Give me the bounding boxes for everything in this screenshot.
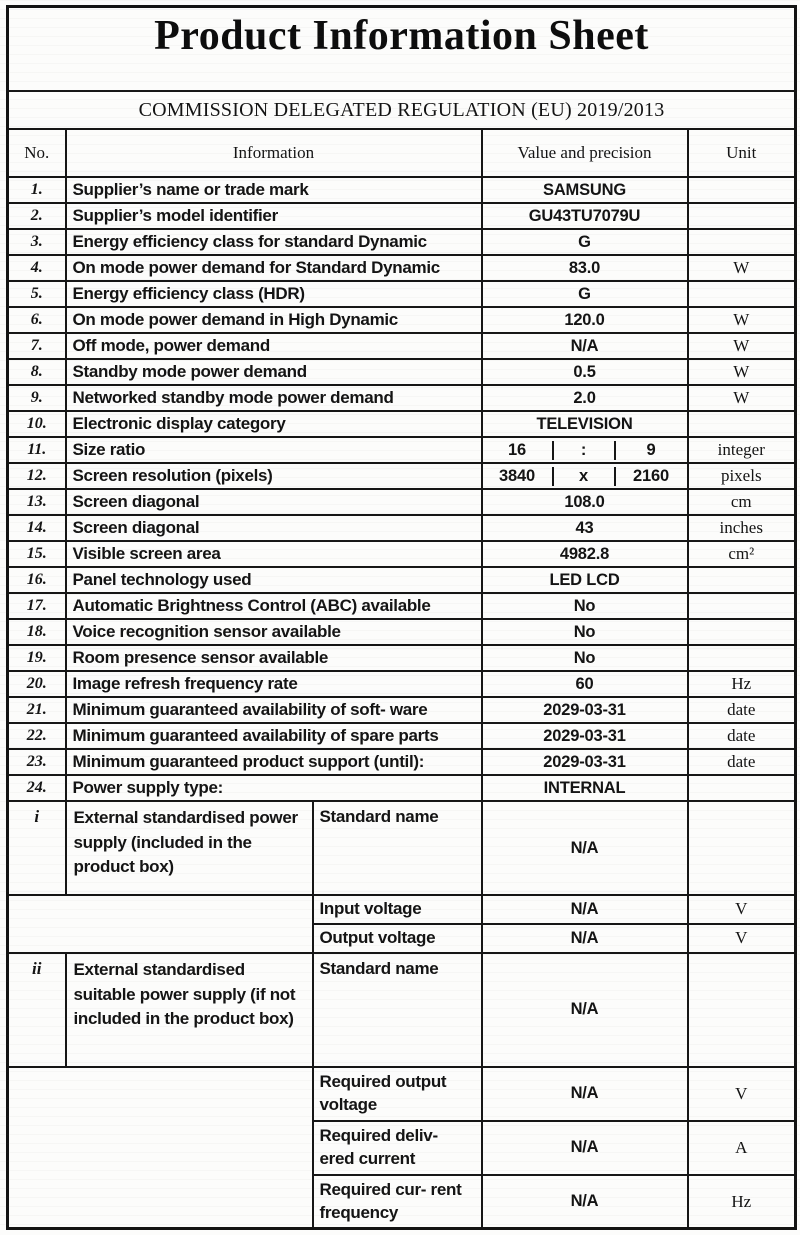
row-value: 120.0 xyxy=(482,307,688,333)
row-info: Screen diagonal xyxy=(66,489,482,515)
row-number: 5. xyxy=(8,281,66,307)
row-unit: integer xyxy=(688,437,796,463)
ps-value: N/A xyxy=(482,895,688,924)
ps-value: N/A xyxy=(482,1121,688,1175)
row-value: 2029-03-31 xyxy=(482,697,688,723)
resolution-width: 3840 xyxy=(499,466,535,485)
row-unit xyxy=(688,775,796,801)
title-box xyxy=(8,7,796,92)
row-value: TELEVISION xyxy=(482,411,688,437)
row-info: Automatic Brightness Control (ABC) available xyxy=(66,593,482,619)
row-unit: cm xyxy=(688,489,796,515)
table-row xyxy=(8,541,796,567)
ratio-separator: : xyxy=(552,441,616,460)
table-row xyxy=(8,567,796,593)
row-number: 18. xyxy=(8,619,66,645)
table-row xyxy=(8,697,796,723)
ps-unit: A xyxy=(688,1121,796,1175)
row-info: Minimum guaranteed availability of soft- ware xyxy=(66,697,482,723)
ratio-width: 16 xyxy=(508,440,526,459)
ps-unit: V xyxy=(688,924,796,953)
row-value: 43 xyxy=(482,515,688,541)
power-supply-row xyxy=(8,1067,796,1121)
table-row xyxy=(8,619,796,645)
row-number: 20. xyxy=(8,671,66,697)
row-info: Visible screen area xyxy=(66,541,482,567)
row-unit xyxy=(688,229,796,255)
row-value: G xyxy=(482,281,688,307)
row-number: 4. xyxy=(8,255,66,281)
row-value: GU43TU7079U xyxy=(482,203,688,229)
row-number: 23. xyxy=(8,749,66,775)
table-row xyxy=(8,255,796,281)
ratio-height: 9 xyxy=(646,440,656,459)
table-row xyxy=(8,281,796,307)
table-row xyxy=(8,775,796,801)
row-number: 13. xyxy=(8,489,66,515)
row-number: 21. xyxy=(8,697,66,723)
table-row xyxy=(8,229,796,255)
row-value: No xyxy=(482,619,688,645)
ps-i-number: i xyxy=(8,801,66,895)
ps-i-value: N/A xyxy=(482,801,688,895)
row-number: 14. xyxy=(8,515,66,541)
row-info: Standby mode power demand xyxy=(66,359,482,385)
row-info: Supplier’s model identifier xyxy=(66,203,482,229)
row-unit: inches xyxy=(688,515,796,541)
table-row xyxy=(8,463,796,489)
ps-unit: Hz xyxy=(688,1175,796,1229)
row-value-split xyxy=(482,437,688,463)
row-info: Power supply type: xyxy=(66,775,482,801)
table-row xyxy=(8,333,796,359)
row-info: Panel technology used xyxy=(66,567,482,593)
row-info: Supplier’s name or trade mark xyxy=(66,177,482,203)
row-number: 24. xyxy=(8,775,66,801)
row-number: 9. xyxy=(8,385,66,411)
product-info-table xyxy=(6,5,797,1230)
row-value: INTERNAL xyxy=(482,775,688,801)
table-row xyxy=(8,723,796,749)
row-info: Energy efficiency class (HDR) xyxy=(66,281,482,307)
row-unit: pixels xyxy=(688,463,796,489)
row-unit: date xyxy=(688,723,796,749)
table-row xyxy=(8,593,796,619)
table-row xyxy=(8,489,796,515)
col-header-no: No. xyxy=(8,129,66,177)
table-row xyxy=(8,645,796,671)
page-title: Product Information Sheet xyxy=(154,13,649,59)
table-row xyxy=(8,411,796,437)
ps-param: Required output voltage xyxy=(313,1067,482,1121)
row-number: 8. xyxy=(8,359,66,385)
row-number: 12. xyxy=(8,463,66,489)
row-value: SAMSUNG xyxy=(482,177,688,203)
ps-unit: V xyxy=(688,1067,796,1121)
table-row xyxy=(8,307,796,333)
ps-ii-value: N/A xyxy=(482,953,688,1067)
ps-param: Required deliv- ered current xyxy=(313,1121,482,1175)
row-unit xyxy=(688,281,796,307)
ps-i-param: Standard name xyxy=(313,801,482,895)
row-unit: Hz xyxy=(688,671,796,697)
row-info: Off mode, power demand xyxy=(66,333,482,359)
col-header-value: Value and precision xyxy=(482,129,688,177)
ps-i-empty-cell xyxy=(8,895,313,953)
row-unit: date xyxy=(688,697,796,723)
row-unit xyxy=(688,619,796,645)
row-number: 6. xyxy=(8,307,66,333)
table-row xyxy=(8,749,796,775)
row-info: Minimum guaranteed availability of spare parts xyxy=(66,723,482,749)
row-number: 3. xyxy=(8,229,66,255)
ps-param: Output voltage xyxy=(313,924,482,953)
ps-ii-number: ii xyxy=(8,953,66,1067)
row-unit: cm² xyxy=(688,541,796,567)
row-info: Image refresh frequency rate xyxy=(66,671,482,697)
row-value: LED LCD xyxy=(482,567,688,593)
row-number: 22. xyxy=(8,723,66,749)
row-info: Room presence sensor available xyxy=(66,645,482,671)
table-row xyxy=(8,203,796,229)
row-number: 11. xyxy=(8,437,66,463)
row-value: 2029-03-31 xyxy=(482,749,688,775)
row-value: No xyxy=(482,593,688,619)
ps-i-label: External standardised power supply (included in the product box) xyxy=(66,801,313,895)
power-supply-row xyxy=(8,895,796,924)
ps-param: Input voltage xyxy=(313,895,482,924)
row-unit xyxy=(688,411,796,437)
col-header-unit: Unit xyxy=(688,129,796,177)
table-row xyxy=(8,437,796,463)
row-unit xyxy=(688,645,796,671)
row-info: On mode power demand for Standard Dynamic xyxy=(66,255,482,281)
row-value: G xyxy=(482,229,688,255)
row-number: 2. xyxy=(8,203,66,229)
ps-ii-param: Standard name xyxy=(313,953,482,1067)
row-number: 16. xyxy=(8,567,66,593)
row-value: 0.5 xyxy=(482,359,688,385)
row-value: 83.0 xyxy=(482,255,688,281)
row-info: Size ratio xyxy=(66,437,482,463)
table-row xyxy=(8,359,796,385)
ps-ii-label: External standardised suitable power supply (if not included in the product box) xyxy=(66,953,313,1067)
row-unit: W xyxy=(688,359,796,385)
row-value: 2029-03-31 xyxy=(482,723,688,749)
ps-value: N/A xyxy=(482,1067,688,1121)
row-value: 2.0 xyxy=(482,385,688,411)
row-unit xyxy=(688,593,796,619)
row-value: 4982.8 xyxy=(482,541,688,567)
table-row xyxy=(8,177,796,203)
power-supply-row-i xyxy=(8,801,796,895)
col-header-information: Information xyxy=(66,129,482,177)
ps-value: N/A xyxy=(482,1175,688,1229)
row-info: Electronic display category xyxy=(66,411,482,437)
row-number: 7. xyxy=(8,333,66,359)
row-number: 1. xyxy=(8,177,66,203)
regulation-title: COMMISSION DELEGATED REGULATION (EU) 2019/2013 xyxy=(8,91,796,129)
row-number: 10. xyxy=(8,411,66,437)
row-info: On mode power demand in High Dynamic xyxy=(66,307,482,333)
row-unit: date xyxy=(688,749,796,775)
row-number: 15. xyxy=(8,541,66,567)
row-unit xyxy=(688,177,796,203)
row-value: 60 xyxy=(482,671,688,697)
power-supply-row-ii xyxy=(8,953,796,1067)
row-value: No xyxy=(482,645,688,671)
row-value-split xyxy=(482,463,688,489)
table-row xyxy=(8,385,796,411)
row-info: Screen diagonal xyxy=(66,515,482,541)
resolution-separator: x xyxy=(552,467,616,486)
ps-ii-empty-cell xyxy=(8,1067,313,1229)
row-unit: W xyxy=(688,333,796,359)
table-row xyxy=(8,671,796,697)
row-info: Minimum guaranteed product support (until): xyxy=(66,749,482,775)
table-row xyxy=(8,515,796,541)
ps-unit: V xyxy=(688,895,796,924)
resolution-height: 2160 xyxy=(633,466,669,485)
row-info: Screen resolution (pixels) xyxy=(66,463,482,489)
row-info: Networked standby mode power demand xyxy=(66,385,482,411)
row-number: 19. xyxy=(8,645,66,671)
ps-i-unit xyxy=(688,801,796,895)
row-unit xyxy=(688,567,796,593)
row-unit: W xyxy=(688,255,796,281)
row-unit: W xyxy=(688,385,796,411)
row-number: 17. xyxy=(8,593,66,619)
row-info: Energy efficiency class for standard Dynamic xyxy=(66,229,482,255)
row-info: Voice recognition sensor available xyxy=(66,619,482,645)
row-unit: W xyxy=(688,307,796,333)
ps-value: N/A xyxy=(482,924,688,953)
row-unit xyxy=(688,203,796,229)
ps-ii-unit xyxy=(688,953,796,1067)
row-value: N/A xyxy=(482,333,688,359)
ps-param: Required cur- rent frequency xyxy=(313,1175,482,1229)
row-value: 108.0 xyxy=(482,489,688,515)
